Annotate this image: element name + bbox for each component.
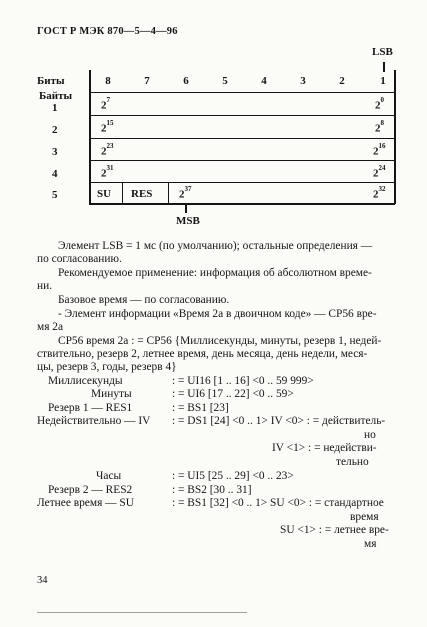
text-line: ствительно, резерв 2, летнее время, день месяца, день недели, меся- [37, 348, 368, 360]
def-value-continuation: тельно [336, 456, 369, 468]
footer-rule [37, 612, 247, 613]
def-value: : = UI16 [1 .. 16] <0 .. 59 999> [172, 375, 314, 387]
bit-number-3: 3 [300, 75, 306, 87]
su-field-label: SU [97, 188, 112, 200]
base: 2 [375, 99, 381, 112]
exponent: 37 [184, 185, 192, 193]
text-line: ни. [37, 280, 53, 292]
base: 2 [179, 188, 185, 201]
base: 2 [101, 122, 107, 135]
exponent: 24 [378, 164, 386, 172]
byte-number-5: 5 [52, 189, 58, 201]
row4-lsb-weight [373, 166, 386, 180]
text-line: по согласованию. [37, 253, 122, 265]
grid-line-bottom [89, 203, 395, 205]
def-name: Резерв 2 — RES2 [48, 484, 133, 496]
grid-left-border [89, 70, 91, 204]
def-value-continuation: SU <1> : = летнее вре- [280, 524, 389, 536]
byte-number-4: 4 [52, 168, 58, 180]
grid-right-border [394, 70, 396, 204]
msb-label: MSB [176, 215, 200, 227]
def-name: Миллисекунды [48, 375, 123, 387]
row5-msb-weight [179, 187, 192, 201]
grid-line [89, 160, 395, 161]
bit-number-1: 1 [380, 75, 386, 87]
def-value: : = BS1 [32] <0 .. 1> SU <0> : = стандартное [172, 497, 384, 509]
grid-divider-res [168, 182, 169, 204]
bit-number-6: 6 [183, 75, 189, 87]
text-line: мя 2а [37, 321, 64, 333]
byte-number-2: 2 [52, 124, 58, 136]
exponent: 31 [106, 164, 114, 172]
def-value-continuation: мя [364, 538, 377, 550]
bytes-label: Байты [39, 90, 73, 102]
bit-number-8: 8 [105, 75, 111, 87]
row2-msb-weight [101, 121, 114, 135]
exponent: 16 [378, 142, 386, 150]
bit-number-2: 2 [339, 75, 345, 87]
bit-number-7: 7 [144, 75, 150, 87]
def-name: Резерв 1 — RES1 [48, 402, 133, 414]
def-name: Часы [96, 470, 122, 482]
bit-number-4: 4 [261, 75, 267, 87]
row4-msb-weight [101, 166, 114, 180]
base: 2 [101, 145, 107, 158]
byte-number-1: 1 [52, 102, 58, 114]
exponent: 8 [380, 119, 384, 127]
byte-number-3: 3 [52, 146, 58, 158]
exponent: 7 [106, 96, 110, 104]
msb-marker [185, 203, 187, 213]
def-value: : = BS2 [30 .. 31] [172, 484, 252, 496]
text-line: Базовое время — по согласованию. [58, 294, 230, 306]
def-name: Летнее время — SU [37, 497, 134, 509]
grid-line [89, 182, 395, 183]
text-line: CP56 время 2а : = CP56 {Миллисекунды, минуты, резерв 1, недей- [58, 335, 382, 347]
page-number: 34 [37, 575, 48, 586]
row5-lsb-weight [373, 187, 386, 201]
def-name: Недействительно — IV [37, 415, 151, 427]
grid-line-top [89, 92, 395, 93]
base: 2 [373, 167, 379, 180]
def-value-continuation: но [364, 429, 376, 441]
exponent: 15 [106, 119, 114, 127]
document-header: ГОСТ Р МЭК 870—5—4—96 [37, 26, 178, 37]
row1-msb-weight [101, 98, 110, 112]
base: 2 [101, 99, 107, 112]
base: 2 [373, 188, 379, 201]
exponent: 0 [380, 96, 384, 104]
res-field-label: RES [131, 188, 153, 200]
exponent: 23 [106, 142, 114, 150]
text-line: - Элемент информации «Время 2а в двоичном коде» — CP56 вре- [58, 308, 377, 320]
row2-lsb-weight [375, 121, 384, 135]
row1-lsb-weight [375, 98, 384, 112]
text-line: Рекомендуемое применение: информация об абсолютном време- [58, 267, 372, 279]
bits-label: Биты [37, 75, 65, 87]
lsb-label: LSB [372, 46, 393, 58]
grid-divider-su [122, 182, 123, 204]
def-value-continuation: время [350, 511, 379, 523]
lsb-marker [383, 62, 385, 72]
grid-line [89, 138, 395, 139]
base: 2 [375, 122, 381, 135]
row3-lsb-weight [373, 144, 386, 158]
bit-number-5: 5 [222, 75, 228, 87]
row3-msb-weight [101, 144, 114, 158]
text-line: Элемент LSB = 1 мс (по умолчанию); остальные определения — [58, 240, 373, 252]
base: 2 [101, 167, 107, 180]
text-line: цы, резерв 3, годы, резерв 4} [37, 361, 177, 373]
def-value: : = DS1 [24] <0 .. 1> IV <0> : = действитель- [172, 415, 386, 427]
def-value: : = UI5 [25 .. 29] <0 .. 23> [172, 470, 294, 482]
def-value: : = BS1 [23] [172, 402, 229, 414]
def-value-continuation: IV <1> : = недействи- [272, 442, 377, 454]
exponent: 32 [378, 185, 386, 193]
base: 2 [373, 145, 379, 158]
def-name: Минуты [91, 388, 132, 400]
def-value: : = UI6 [17 .. 22] <0 .. 59> [172, 388, 294, 400]
grid-line [89, 115, 395, 116]
